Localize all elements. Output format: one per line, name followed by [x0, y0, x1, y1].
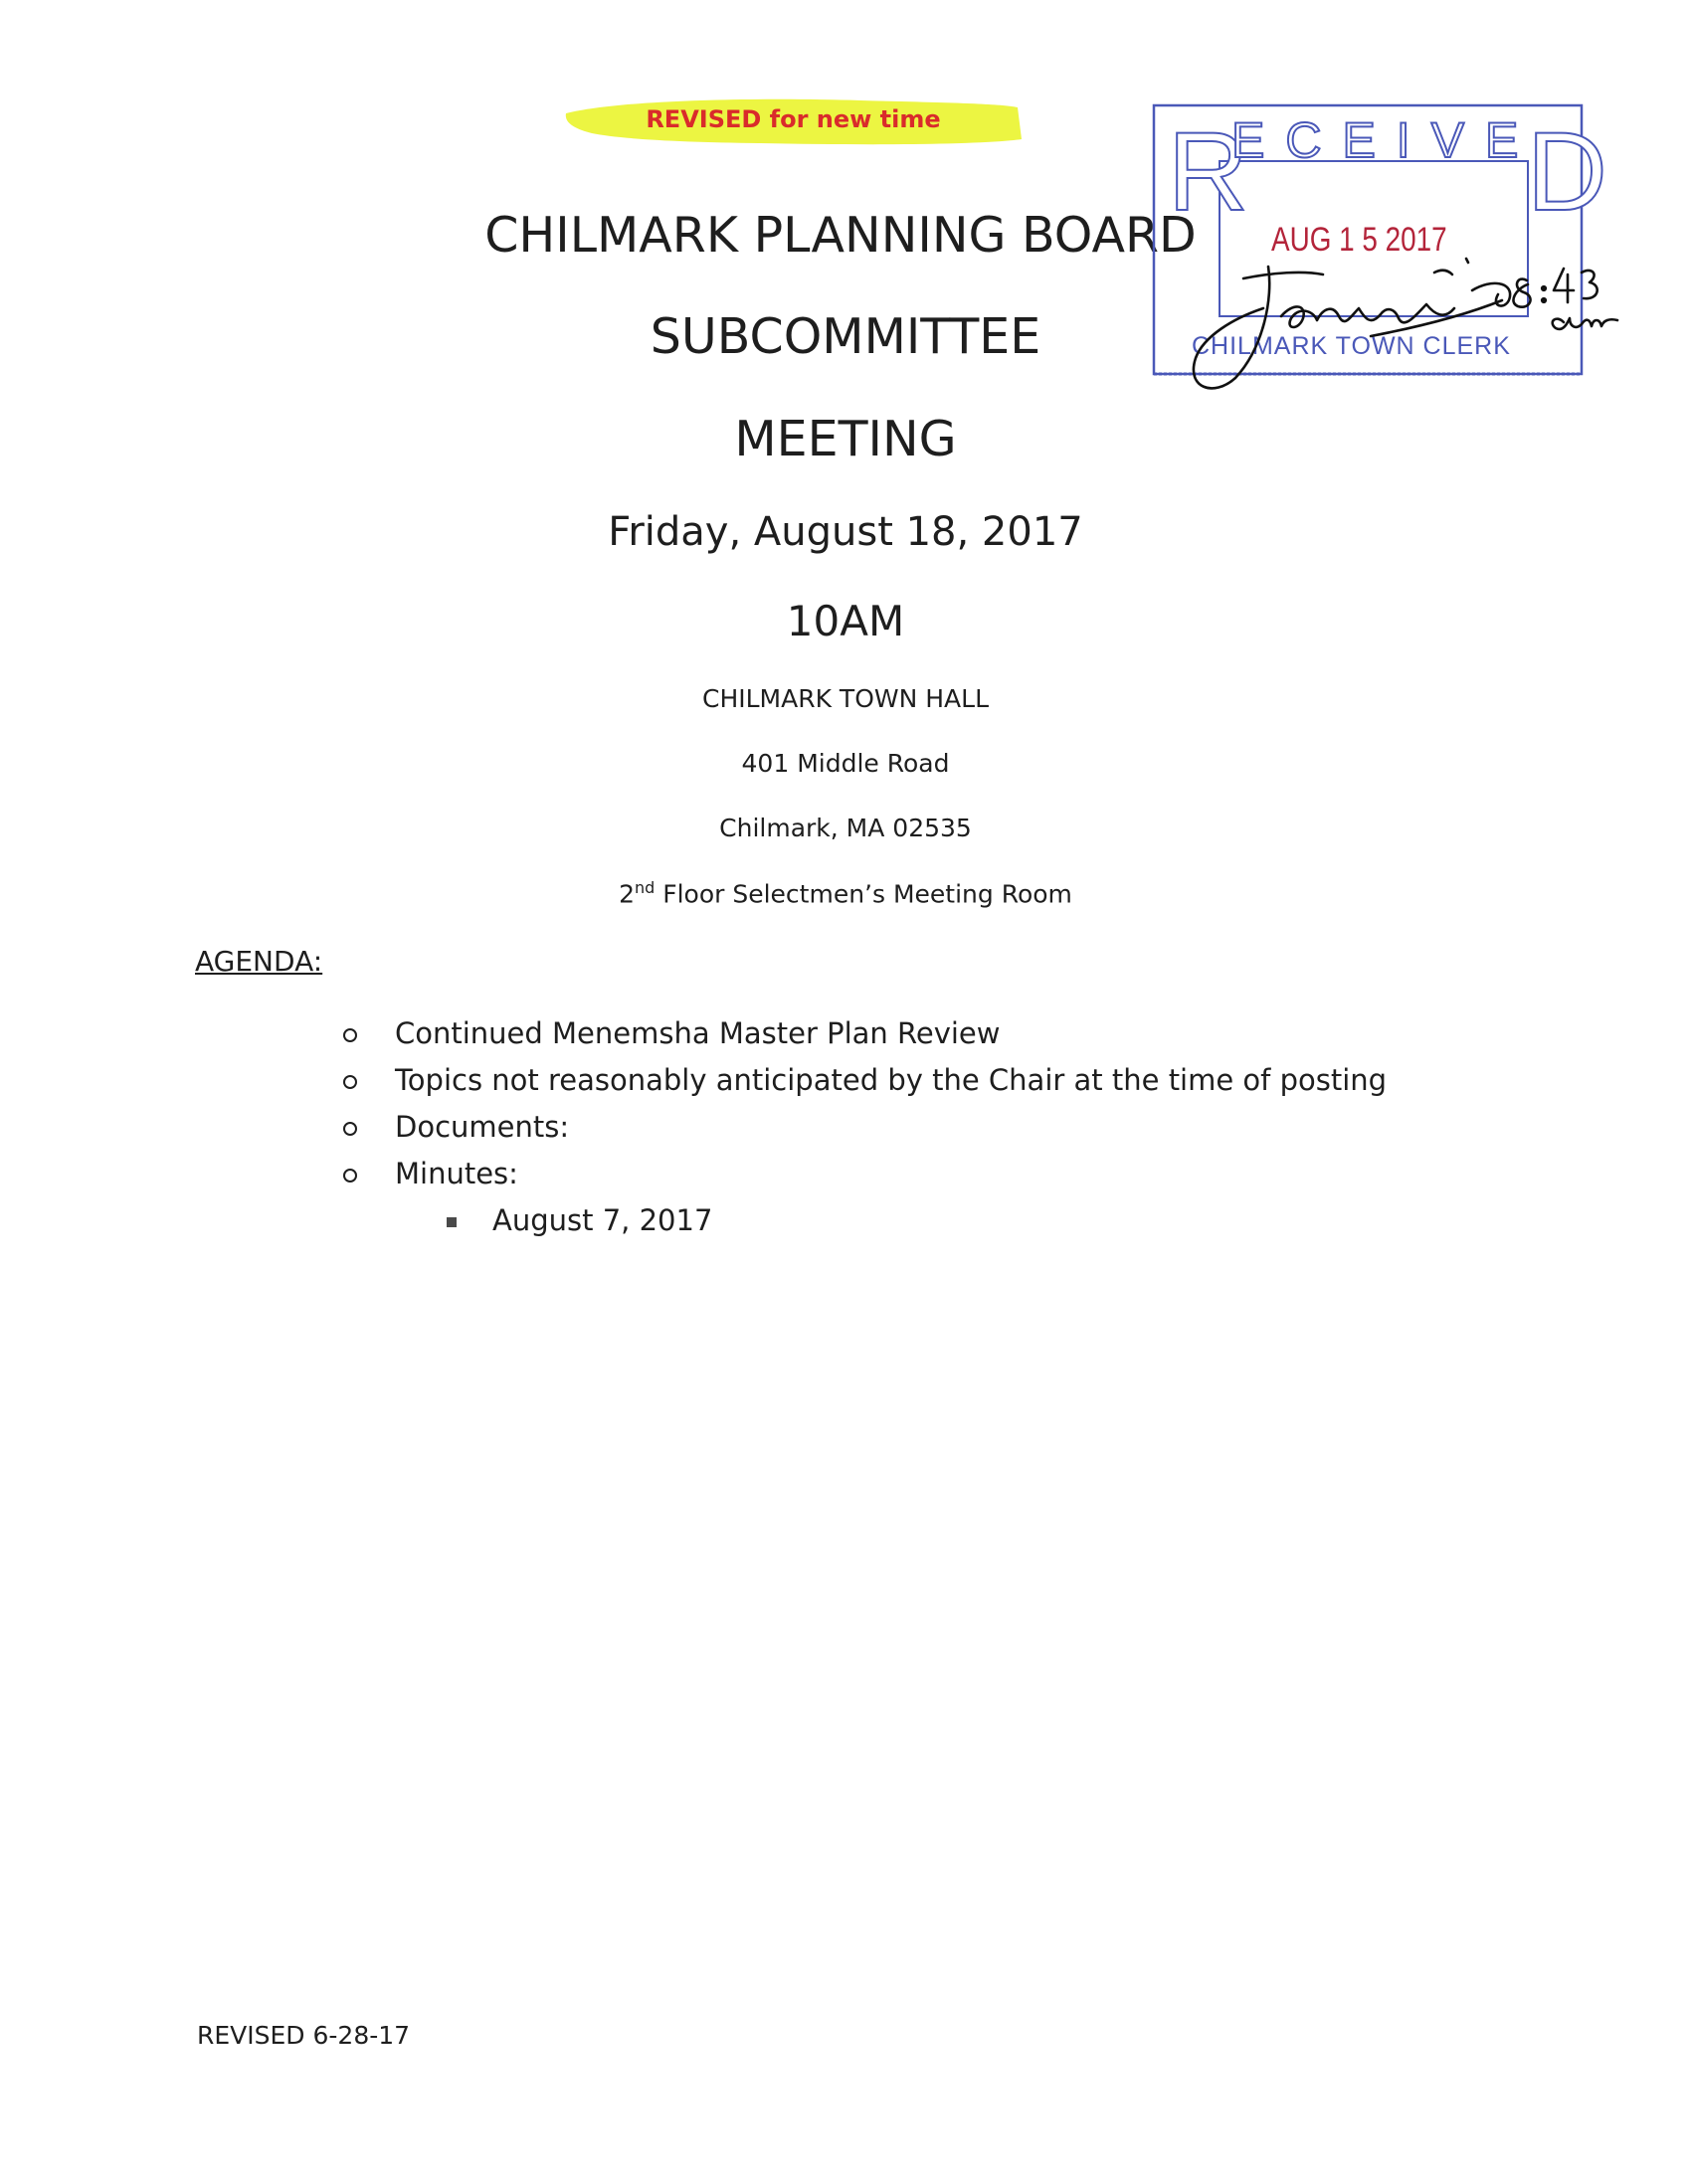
agenda-item-text: Topics not reasonably anticipated by the Chair at the time of posting [395, 1063, 1388, 1097]
meeting-room [0, 878, 1691, 908]
stamp-clerk: CHILMARK TOWN CLERK [1192, 332, 1511, 360]
floor-suffix: nd [634, 878, 656, 897]
circle-bullet-icon [343, 1028, 357, 1042]
agenda-heading: AGENDA: [195, 945, 323, 978]
circle-bullet-icon [343, 1122, 357, 1136]
stamp-letter-d: D [1527, 109, 1607, 234]
city-address: Chilmark, MA 02535 [719, 814, 972, 842]
title-line-3: MEETING [734, 411, 957, 467]
agenda-item [343, 1110, 570, 1157]
agenda-item-text: Minutes: [395, 1157, 518, 1190]
floor-number: 2 [619, 879, 635, 909]
meeting-date: Friday, August 18, 2017 [608, 509, 1083, 555]
title-line-1: CHILMARK PLANNING BOARD [484, 207, 1197, 264]
stamp-word: ECEIVE [1231, 112, 1540, 168]
agenda-list [343, 1016, 1388, 1250]
handwritten-signature [1174, 239, 1631, 408]
circle-bullet-icon [343, 1169, 357, 1183]
room-name: Floor Selectmen’s Meeting Room [655, 879, 1072, 909]
agenda-item [343, 1157, 518, 1203]
agenda-item-text: Continued Menemsha Master Plan Review [395, 1016, 1001, 1050]
agenda-item [343, 1063, 1388, 1110]
minutes-subitem-text: August 7, 2017 [492, 1203, 713, 1237]
meeting-time: 10AM [786, 597, 905, 645]
revised-note-text: REVISED for new time [646, 105, 941, 133]
revised-note [562, 93, 1025, 153]
stamp-letter-r: R [1168, 109, 1248, 234]
title-line-2: SUBCOMMITTEE [650, 308, 1041, 365]
square-bullet-icon [447, 1217, 457, 1227]
circle-bullet-icon [343, 1075, 357, 1089]
venue: CHILMARK TOWN HALL [701, 684, 989, 713]
agenda-item-text: Documents: [395, 1110, 570, 1144]
revision-footer: REVISED 6-28-17 [197, 2021, 411, 2050]
agenda-item [343, 1016, 1001, 1063]
stamp-date: AUG 1 5 2017 [1271, 221, 1447, 259]
street-address: 401 Middle Road [741, 749, 950, 778]
